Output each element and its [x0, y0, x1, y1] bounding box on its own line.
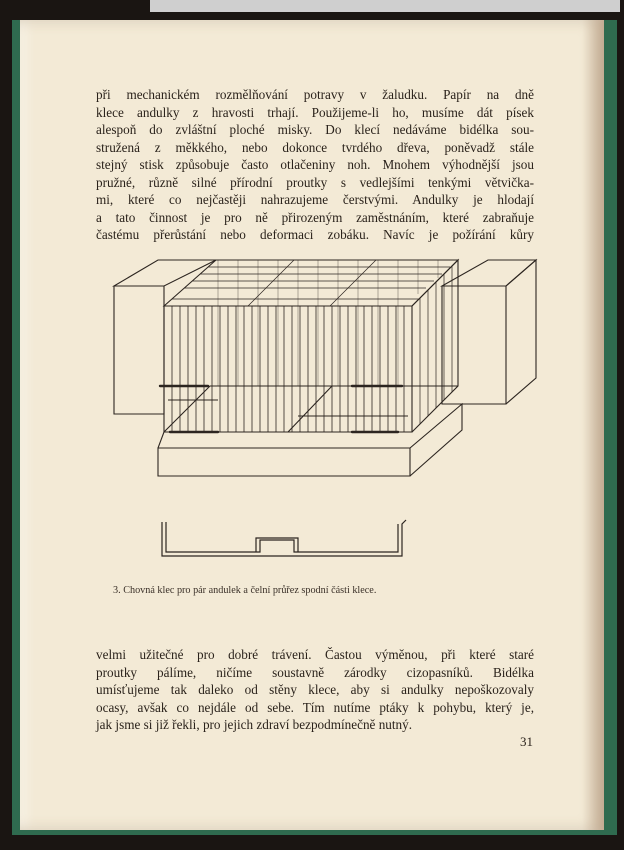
- figure-caption: 3. Chovná klec pro pár andulek a čelní průřez spodní části klece.: [113, 585, 377, 596]
- text-line: a tato činnost je pro ně přirozeným zaměstnáním, které zabraňuje: [96, 209, 534, 225]
- page-gutter-shadow: [582, 20, 604, 830]
- text-line: proutky pálíme, ničíme soustavně zárodky cizopasníků. Bidélka: [96, 664, 534, 680]
- text-line: stružená z měkkého, nebo dokonce tvrdého dřeva, poněvadž stále: [96, 139, 534, 155]
- cage-front-frame: [164, 306, 412, 432]
- text-line: alespoň do zvláštní ploché misky. Do klecí nedáváme bidélka sou-: [96, 122, 534, 137]
- text-line: častému přerůstání nebo deformaci zobáku. Navíc je požírání kůry: [96, 227, 534, 242]
- text-line: ocasy, avšak co nejdále od sebe. Tím nutíme ptáky k pohybu, který je,: [96, 699, 534, 715]
- cage-base: [158, 448, 410, 476]
- text-line: pružné, různě silné přírodní proutky s vedlejšími tenkými větvička-: [96, 174, 534, 190]
- scan-background-strip: [150, 0, 620, 12]
- text-line: mi, které co nejčastěji nahrazujeme čerstvými. Andulky je hlodají: [96, 192, 534, 207]
- text-line: stejný stisk způsobuje často otlačeniny noh. Mnohem výhodnější jsou: [96, 157, 534, 172]
- cross-section-profile: [162, 520, 406, 556]
- paragraph-bottom: [96, 646, 534, 734]
- cage-illustration: [108, 254, 540, 574]
- paragraph-top: [96, 86, 534, 244]
- text-line: velmi užitečné pro dobré trávení. Častou výměnou, při které staré: [96, 647, 534, 662]
- text-line: jak jsme si již řekli, pro jejich zdraví bezpodmínečně nutný.: [96, 717, 413, 732]
- text-line: při mechanickém rozmělňování potravy v žaludku. Papír na dně: [96, 87, 534, 102]
- text-line: umísťujeme tak daleko od stěny klece, aby si andulky nepoškozovaly: [96, 682, 534, 697]
- right-side-box: [442, 260, 536, 286]
- page-number: 31: [520, 734, 533, 749]
- text-line: klece andulky z hravosti trhají. Použijeme-li ho, musíme dát písek: [96, 104, 534, 120]
